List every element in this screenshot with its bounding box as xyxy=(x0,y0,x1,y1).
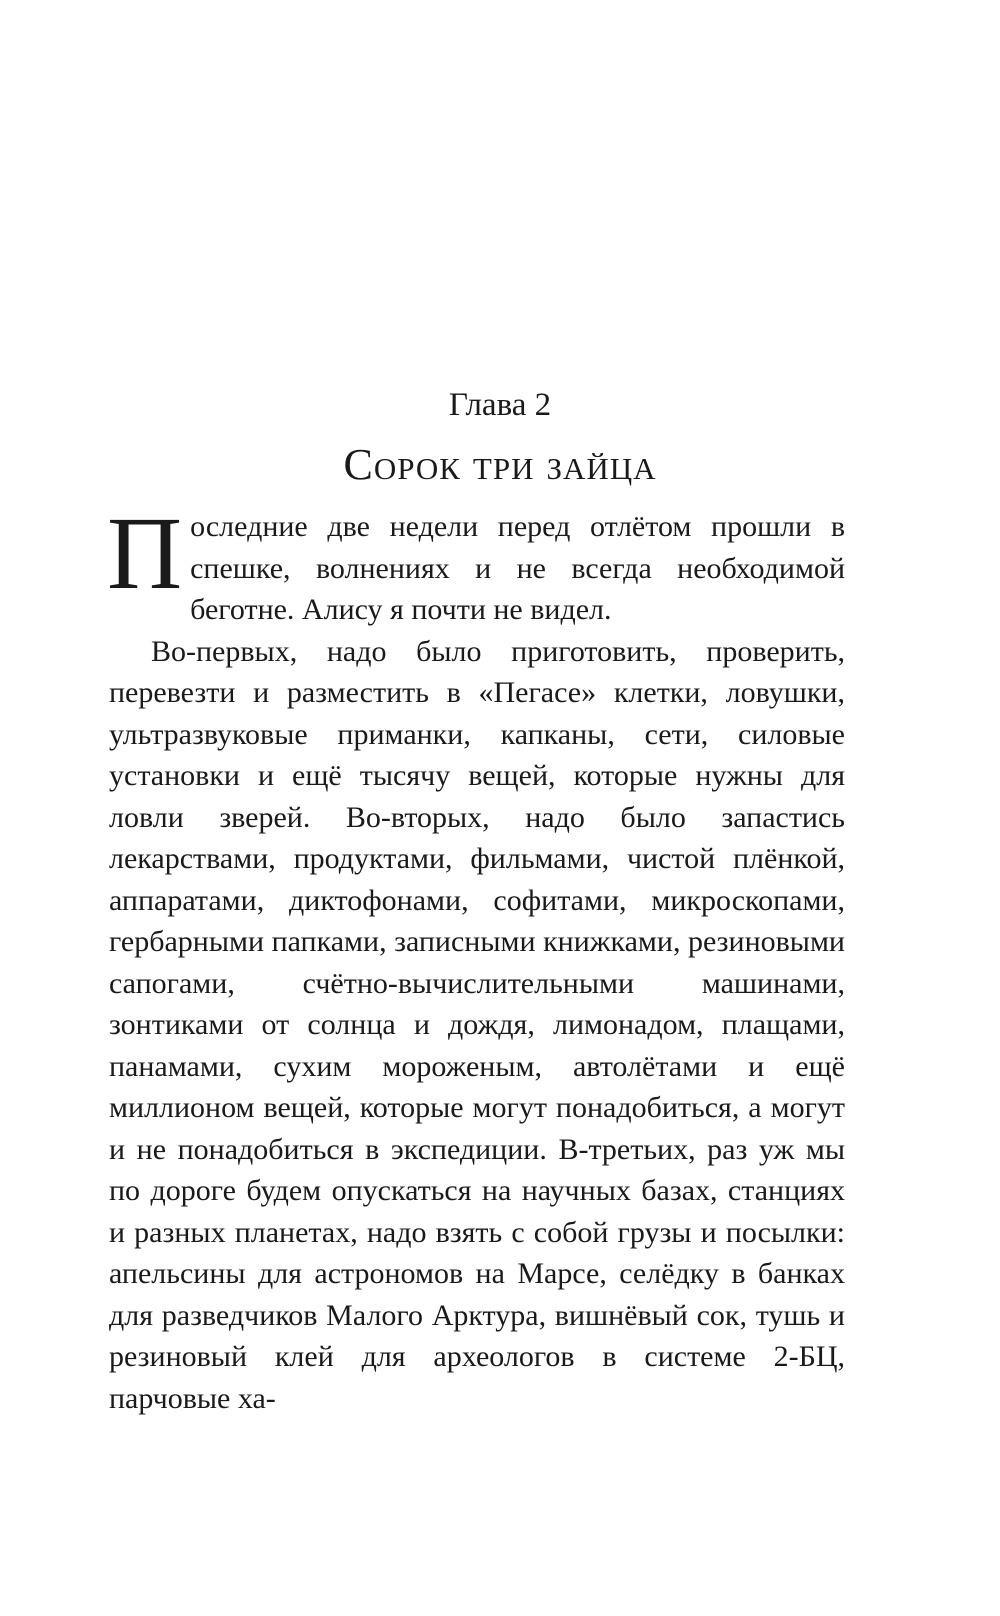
drop-cap: П xyxy=(107,496,183,611)
paragraph-2: Во-первых, надо было приготовить, проверить, перевезти и разместить в «Пегасе» клетки, ловушки, ультразвуковые приманки, капканы, сети, силовые установки и ещё тысячу вещей, которые нужны для ловли зверей. Во-вторых, надо было запастись лекарствами, продуктами, фильмами, чистой плёнкой, аппаратами, диктофонами, софитами, микроскопами, гербарными папками, записными книжками, резиновыми сапогами, счётно-вычислительными машинами, зонтиками от солнца и дождя, лимонадом, плащами, панамами, сухим мороженым, автолётами и ещё миллионом вещей, которые могут понадобиться, а могут и не понадобиться в экспедиции. В-третьих, раз уж мы по дороге будем опускаться на научных базах, станциях и разных планетах, надо взять с собой грузы и посылки: апельсины для астрономов на Марсе, селёдку в банках для разведчиков Малого Арктура, вишнёвый сок, тушь и резиновый клей для археологов в системе 2-БЦ, парчовые ха- xyxy=(109,634,845,1415)
body-text xyxy=(107,496,845,1419)
chapter-title: Сорок три зайца xyxy=(343,440,657,489)
paragraph-1 xyxy=(107,496,845,631)
chapter-number: Глава 2 xyxy=(448,387,552,423)
paragraph-1-text: оследние две недели перед отлётом прошли в спешке, волнениях и не всегда необходимой беготне. Алису я почти не видел. xyxy=(190,510,845,626)
